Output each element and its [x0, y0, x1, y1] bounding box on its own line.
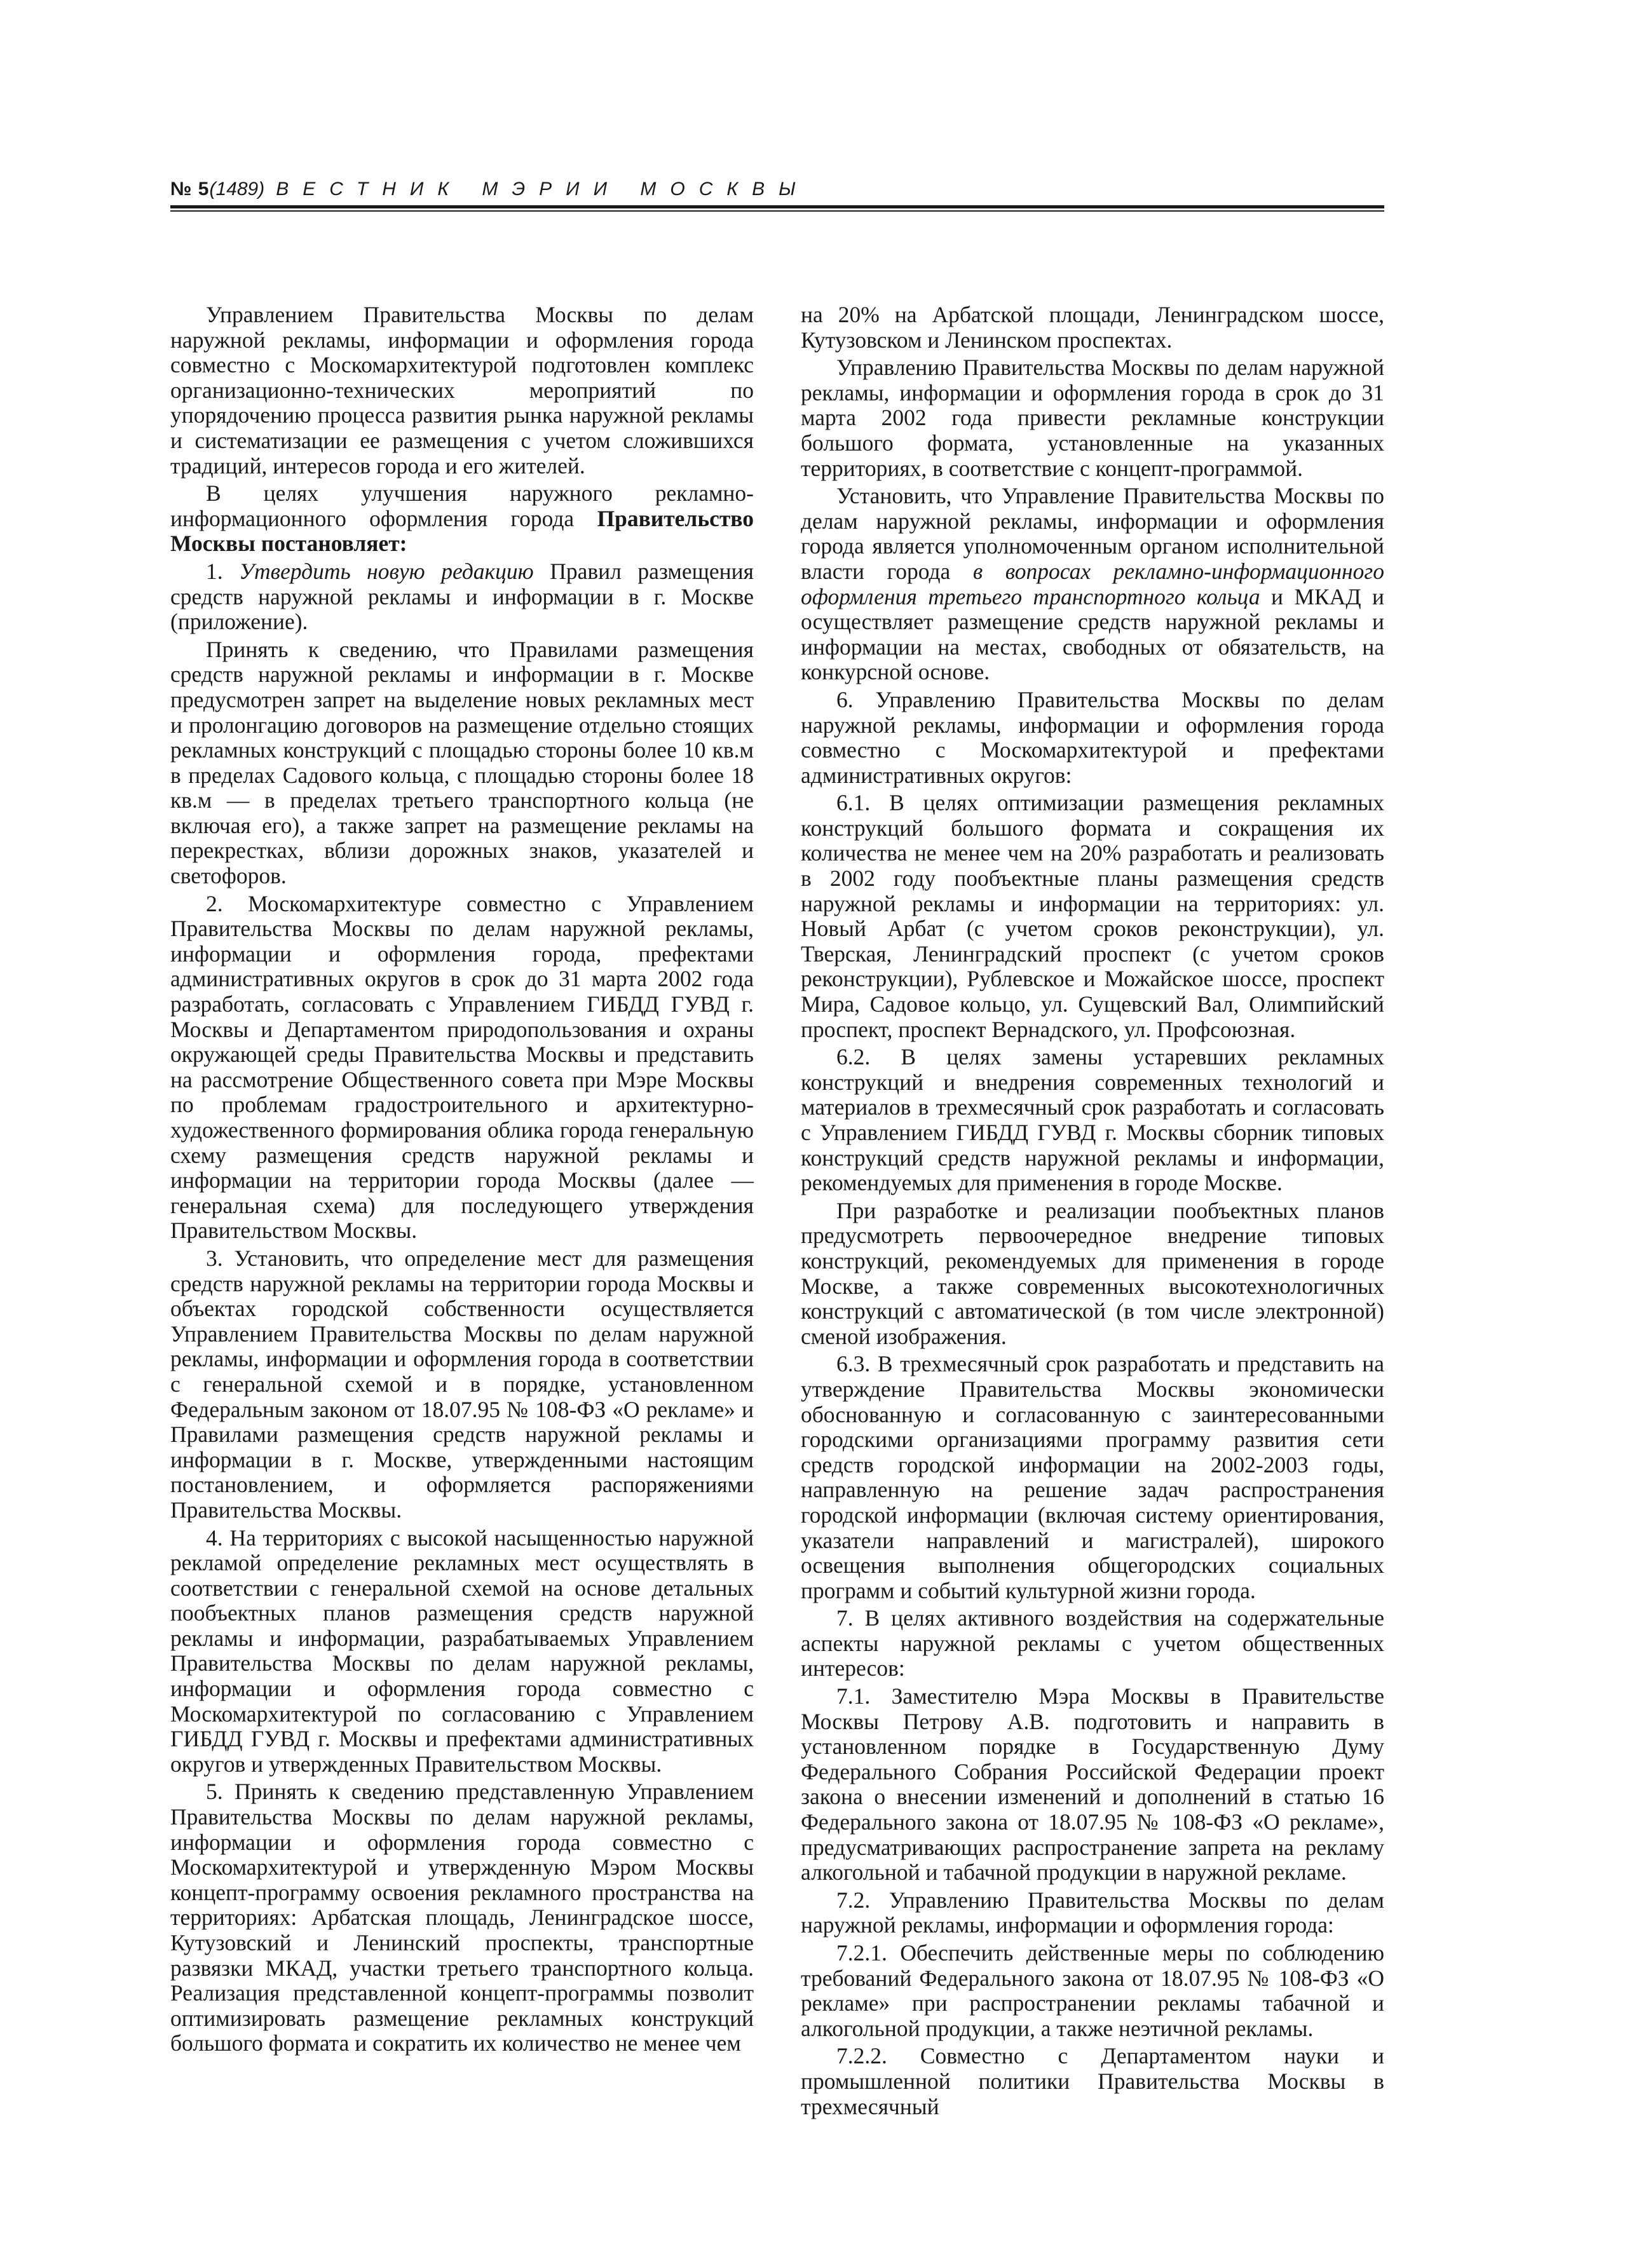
- paragraph-item-7: 7. В целях активного воздействия на содержательные аспекты наружной рекламы с учетом общественных интересов:: [801, 1605, 1384, 1681]
- paragraph: При разработке и реализации пообъектных планов предусмотреть первоочередное внедрение типовых конструкций, рекомендуемых для применения в городе Москве, а также современных высокотехнологичных конструкций с автоматической (в том числе электронной) сменой изображения.: [801, 1197, 1384, 1349]
- paragraph-item-4: 4. На территориях с высокой насыщенностью наружной рекламой определение рекламных мест осуществлять в соответствии с генеральной схемой на основе детальных пообъектных планов размещения средств наружной рекламы и информации, разрабатываемых Управлением Правительства Москвы по делам наружной рекламы, информации и оформления города совместно с Москомархитектурой по согласованию с Управлением ГИБДД ГУВД г. Москвы и префектами административных округов и утвержденных Правительством Москвы.: [170, 1524, 754, 1777]
- paragraph-item-7-2: 7.2. Управлению Правительства Москвы по делам наружной рекламы, информации и оформления города:: [801, 1887, 1384, 1938]
- paragraph-item-7-2-2: 7.2.2. Совместно с Департаментом науки и промышленной политики Правительства Москвы в трехмесячный: [801, 2043, 1384, 2119]
- paragraph-item-1: [170, 559, 754, 635]
- header-rule-thin: [170, 210, 1384, 212]
- paragraph: [801, 484, 1384, 685]
- issue-total: (1489): [209, 179, 265, 200]
- paragraph-item-7-1: 7.1. Заместителю Мэра Москвы в Правительстве Москвы Петрову А.В. подготовить и направить в установленном порядке в Государственную Думу Федерального Собрания Российской Федерации проект закона о внесении изменений и дополнений в статью 16 Федерального закона от 18.07.95 № 108-ФЗ «О рекламе», предусматривающих распространение запрета на рекламу алкогольной и табачной продукции в наружной рекламе.: [801, 1683, 1384, 1885]
- paragraph-item-6-3: 6.3. В трехмесячный срок разработать и представить на утверждение Правительства Москвы экономически обоснованную и согласованную с заинтересованными городскими организациями программу развития сети средств городской информации на 2002-2003 годы, направленную на решение задач распространения городской информации (включая систему ориентирования, указатели направлений и магистралей), широкого освещения выполнения общегородских социальных программ и событий культурной жизни города.: [801, 1351, 1384, 1603]
- paragraph-text: и МКАД и осуществляет размещение средств наружной рекламы и информации на местах, свободных от обязательств, на конкурсной основе.: [801, 583, 1384, 685]
- left-column: [170, 302, 754, 2059]
- issue-number: № 5: [170, 179, 210, 200]
- paragraph-continuation: на 20% на Арбатской площади, Ленинградском шоссе, Кутузовском и Ленинском проспектах.: [801, 302, 1384, 353]
- paragraph-item-6-2: 6.2. В целях замены устаревших рекламных конструкций и внедрения современных технологий и материалов в трехмесячный срок разработать и согласовать с Управлением ГИБДД ГУВД г. Москвы сборник типовых конструкций средств наружной рекламы и информации, рекомендуемых для применения в городе Москве.: [801, 1044, 1384, 1196]
- paragraph-resolution-intro: [170, 481, 754, 557]
- paragraph-text: Правил размещения средств наружной рекламы и информации в г. Москве (приложение).: [170, 558, 754, 635]
- paragraph-item-3: 3. Установить, что определение мест для размещения средств наружной рекламы на территории города Москвы и объектах городской собственности осуществляется Управлением Правительства Москвы по делам наружной рекламы, информации и оформления города в соответствии с генеральной схемой и в порядке, установленном Федеральным законом от 18.07.95 № 108-ФЗ «О рекламе» и Правилами размещения средств наружной рекламы и информации в г. Москве, утвержденными настоящим постановлением, и оформляется распоряжениями Правительства Москвы.: [170, 1245, 754, 1523]
- paragraph-item-5: 5. Принять к сведению представленную Управлением Правительства Москвы по делам наружной рекламы, информации и оформления города совместно с Москомархитектурой и утвержденную Мэром Москвы концепт-программу освоения рекламного пространства на территориях: Арбатская площадь, Ленинградское шоссе, Кутузовский и Ленинский проспекты, транспортные развязки МКАД, участки третьего транспортного кольца. Реализация представленной концепт-программы позволит оптимизировать размещение рекламных конструкций большого формата и сократить их количество не менее чем: [170, 1779, 754, 2056]
- paragraph-text: Установить, что Управление Правительства Москвы по делам наружной рекламы, информации и оформления города является уполномоченным органом исполнительной власти города: [801, 483, 1384, 584]
- resolution-phrase: Правительство Москвы постановляет:: [170, 505, 754, 557]
- journal-title: ВЕСТНИК МЭРИИ МОСКВЫ: [276, 179, 810, 200]
- running-header: [170, 177, 1384, 202]
- paragraph-item-2: 2. Москомархитектуре совместно с Управлением Правительства Москвы по делам наружной рекламы, информации и оформления города, префектами административных округов в срок до 31 марта 2002 года разработать, согласовать с Управлением ГИБДД ГУВД г. Москвы и Департаментом природопользования и охраны окружающей среды Правительства Москвы и представить на рассмотрение Общественного совета при Мэре Москвы по проблемам градостроительного и архитектурно-художественного формирования облика города генеральную схему размещения средств наружной рекламы и информации на территории города Москвы (далее — генеральная схема) для последующего утверждения Правительством Москвы.: [170, 890, 754, 1244]
- paragraph-item-6-1: 6.1. В целях оптимизации размещения рекламных конструкций большого формата и сокращения их количества не менее чем на 20% разработать и реализовать в 2002 году пообъектные планы размещения средств наружной рекламы и информации на территориях: ул. Новый Арбат (с учетом сроков реконструкции), ул. Тверская, Ленинградский проспект (с учетом сроков реконструкции), Рублевское и Можайское шоссе, проспект Мира, Садовое кольцо, ул. Сущевский Вал, Олимпийский проспект, проспект Вернадского, ул. Профсоюзная.: [801, 790, 1384, 1042]
- header-rule-thick: [170, 205, 1384, 208]
- item-number: 1.: [206, 558, 240, 584]
- right-column: [801, 302, 1384, 2122]
- paragraph: Управлением Правительства Москвы по делам наружной рекламы, информации и оформления города совместно с Москомархитектурой подготовлен комплекс организационно-технических мероприятий по упорядочению процесса развития рынка наружной рекламы и систематизации ее размещения с учетом сложившихся традиций, интересов города и его жителей.: [170, 302, 754, 479]
- emphasis-text: Утвердить новую редакцию: [239, 558, 534, 584]
- paragraph: Принять к сведению, что Правилами размещения средств наружной рекламы и информации в г. Москве предусмотрен запрет на выделение новых рекламных мест и пролонгацию договоров на размещение отдельно стоящих рекламных конструкций с площадью стороны более 10 кв.м в пределах Садового кольца, с площадью стороны более 18 кв.м — в пределах третьего транспортного кольца (не включая его), а также запрет на размещение рекламы на перекрестках, вблизи дорожных знаков, указателей и светофоров.: [170, 636, 754, 889]
- paragraph: Управлению Правительства Москвы по делам наружной рекламы, информации и оформления города в срок до 31 марта 2002 года привести рекламные конструкции большого формата, установленные на указанных территориях, в соответствие с концепт-программой.: [801, 355, 1384, 481]
- emphasis-text: в вопросах рекламно-информационного оформления третьего транспортного кольца: [801, 558, 1384, 609]
- paragraph-item-6: 6. Управлению Правительства Москвы по делам наружной рекламы, информации и оформления города совместно с Москомархитектурой и префектами административных округов:: [801, 686, 1384, 788]
- paragraph-item-7-2-1: 7.2.1. Обеспечить действенные меры по соблюдению требований Федерального закона от 18.07.95 № 108-ФЗ «О рекламе» при распространении рекламы табачной и алкогольной продукции, а также неэтичной рекламы.: [801, 1940, 1384, 2041]
- paragraph-text: В целях улучшения наружного рекламно-информационного оформления города: [170, 480, 754, 531]
